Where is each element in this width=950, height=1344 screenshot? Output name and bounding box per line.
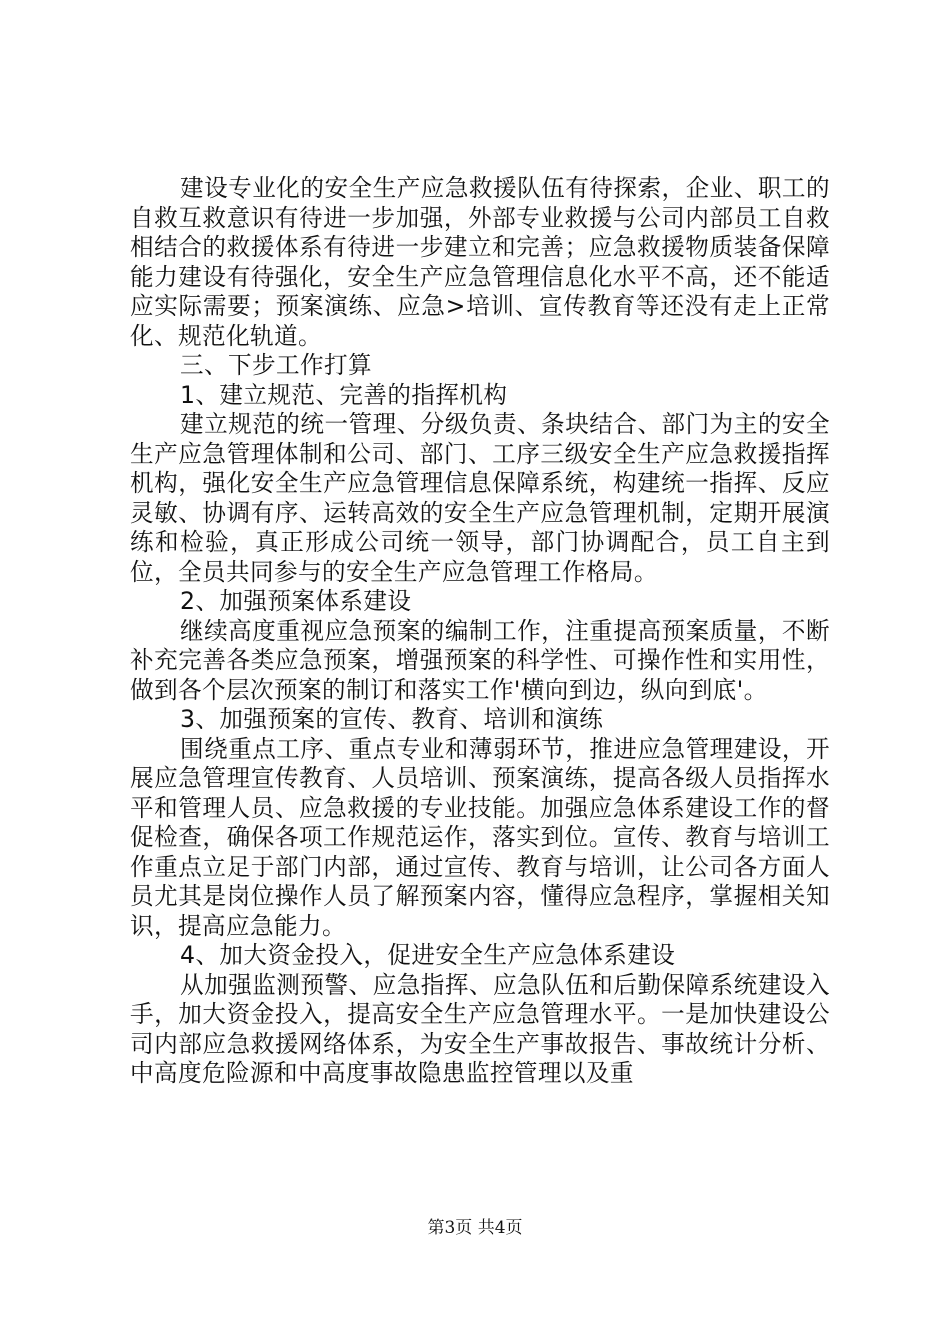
subheading-command-structure: 1、建立规范、完善的指挥机构 bbox=[180, 380, 508, 409]
page-footer: 第3页 共4页 bbox=[427, 1218, 523, 1238]
subheading-plan-system: 2、加强预案体系建设 bbox=[180, 587, 412, 615]
paragraph-funding: 从加强监测预警、应急指挥、应急队伍和后勤保障系统建设入手，加大资金投入，提高安全生产应急管理水平。一是加快建设公司内部应急救援网络体系，为安全生产事故报告、事故统计分析、中高度危险源和中高度事故隐患监控管理以及重 bbox=[130, 970, 830, 1087]
subheading-funding: 4、加大资金投入，促进安全生产应急体系建设 bbox=[180, 941, 676, 969]
paragraph-command-structure: 建立规范的统一管理、分级负责、条块结合、部门为主的安全生产应急管理体制和公司、部门、工序三级安全生产应急救援指挥机构，强化安全生产应急管理信息保障系统，构建统一指挥、反应灵敏、协调有序、运转高效的安全生产应急管理机制，定期开展演练和检验，真正形成公司统一领导，部门协调配合，员工自主到位，全员共同参与的安全生产应急管理工作格局。 bbox=[130, 410, 830, 586]
paragraph-problems: 建设专业化的安全生产应急救援队伍有待探索，企业、职工的自救互救意识有待进一步加强，外部专业救援与公司内部员工自救相结合的救援体系有待进一步建立和完善；应急救援物质装备保障能力建设有待强化，安全生产应急管理信息化水平不高，还不能适应实际需要；预案演练、应急>培训、宣传教育等还没有走上正常化、规范化轨道。 bbox=[130, 174, 830, 350]
subheading-training-drills: 3、加强预案的宣传、教育、培训和演练 bbox=[180, 705, 604, 733]
paragraph-plan-system: 继续高度重视应急预案的编制工作，注重提高预案质量，不断补充完善各类应急预案，增强预案的科学性、可操作性和实用性，做到各个层次预案的制订和落实工作'横向到边，纵向到底'。 bbox=[130, 616, 830, 704]
section-heading-next-steps: 三、下步工作打算 bbox=[180, 351, 372, 379]
paragraph-training-drills: 围绕重点工序、重点专业和薄弱环节，推进应急管理建设，开展应急管理宣传教育、人员培训、预案演练，提高各级人员指挥水平和管理人员、应急救援的专业技能。加强应急体系建设工作的督促检查，确保各项工作规范运作，落实到位。宣传、教育与培训工作重点立足于部门内部，通过宣传、教育与培训，让公司各方面人员尤其是岗位操作人员了解预案内容，懂得应急程序，掌握相关知识，提高应急能力。 bbox=[130, 734, 830, 940]
document-body bbox=[130, 174, 830, 1089]
